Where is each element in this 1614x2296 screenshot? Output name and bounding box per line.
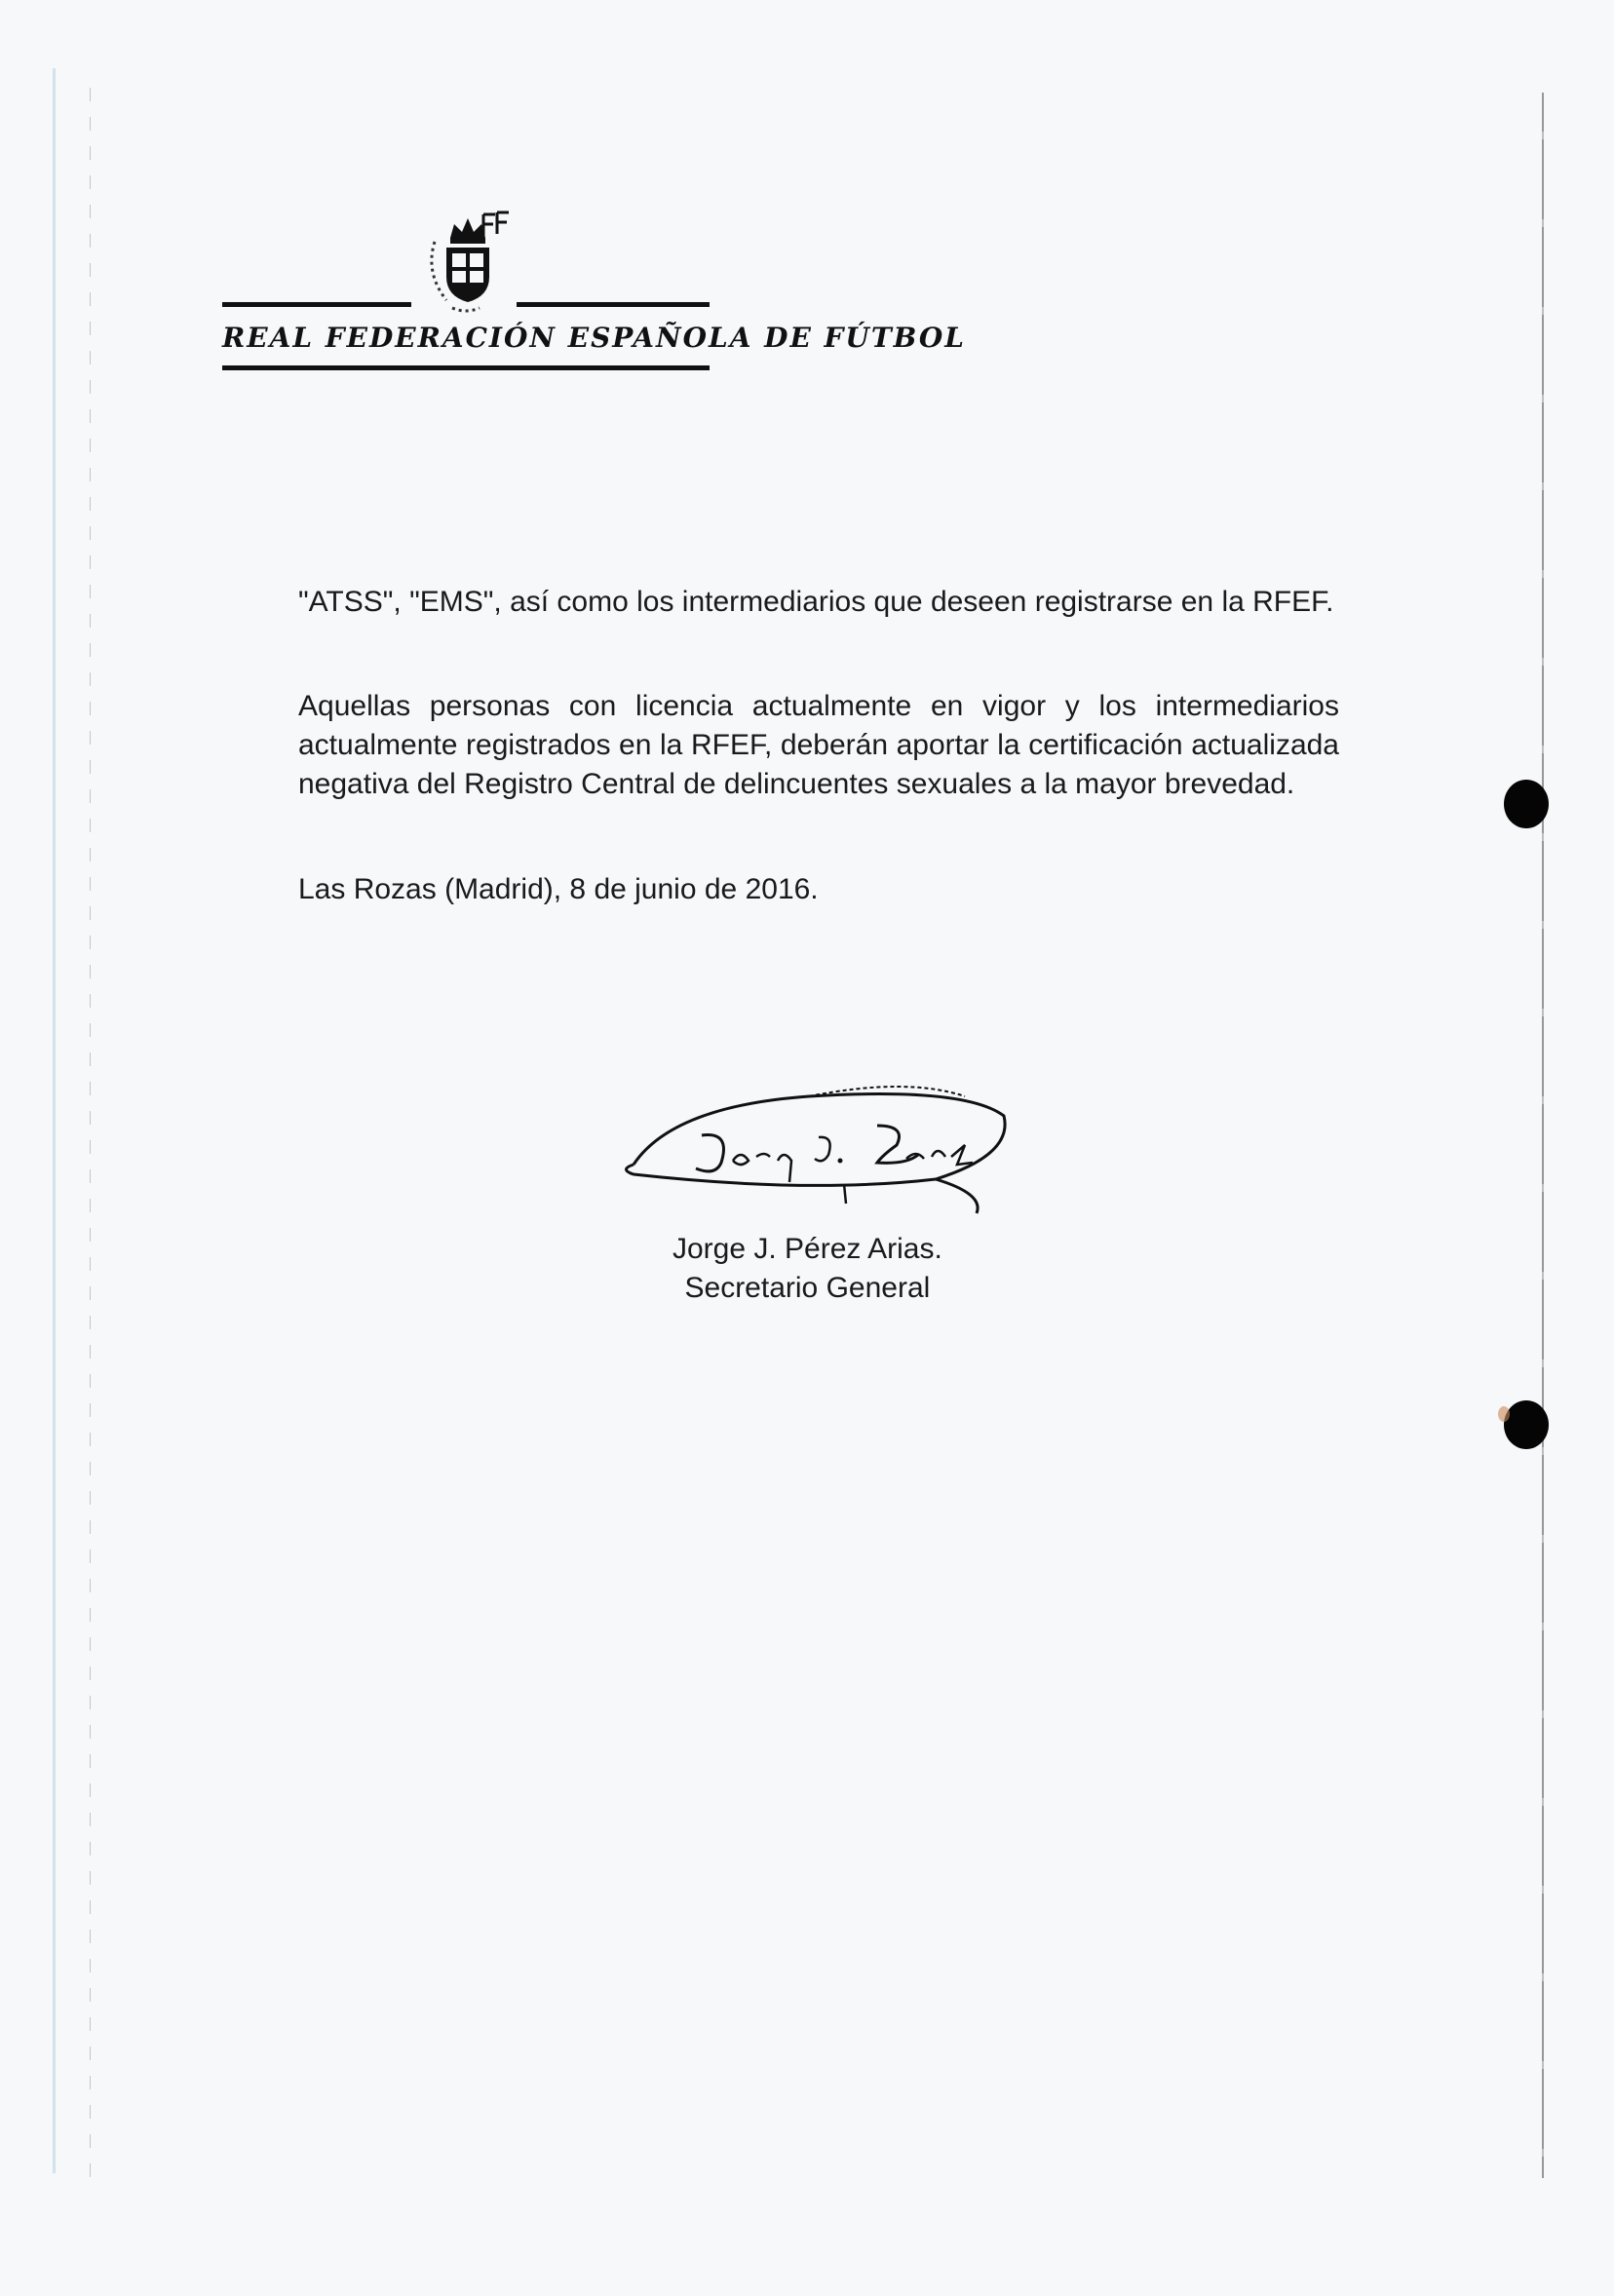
body-paragraph-1: "ATSS", "EMS", así como los intermediarios que deseen registrarse en la RFEF. bbox=[298, 586, 1334, 618]
body-paragraph-2: Aquellas personas con licencia actualmente en vigor y los intermediarios actualmente registrados en la RFEF, deberán aportar la certificación actualizada negativa del Registro Central de delincuentes sexuales a la mayor brevedad. bbox=[298, 690, 1339, 800]
punch-hole-bottom bbox=[1504, 1400, 1549, 1449]
organization-name: REAL FEDERACIÓN ESPAÑOLA DE FÚTBOL bbox=[222, 322, 966, 354]
scan-edge-left bbox=[53, 68, 56, 2173]
letterhead-rule-bottom bbox=[222, 365, 710, 370]
handwritten-signature bbox=[614, 1067, 1023, 1223]
punch-hole-top bbox=[1504, 780, 1549, 828]
signer-block bbox=[672, 1230, 942, 1308]
rfef-crest-logo bbox=[407, 195, 524, 322]
scan-edge-right bbox=[1542, 93, 1544, 2178]
letterhead bbox=[222, 195, 966, 380]
signer-title: Secretario General bbox=[684, 1272, 931, 1304]
signer-name: Jorge J. Pérez Arias. bbox=[672, 1233, 942, 1265]
letterhead-rule-right bbox=[517, 302, 710, 307]
scan-edge-left-dotted bbox=[90, 88, 91, 2183]
letterhead-rule-left bbox=[222, 302, 411, 307]
place-and-date: Las Rozas (Madrid), 8 de junio de 2016. bbox=[298, 873, 819, 905]
